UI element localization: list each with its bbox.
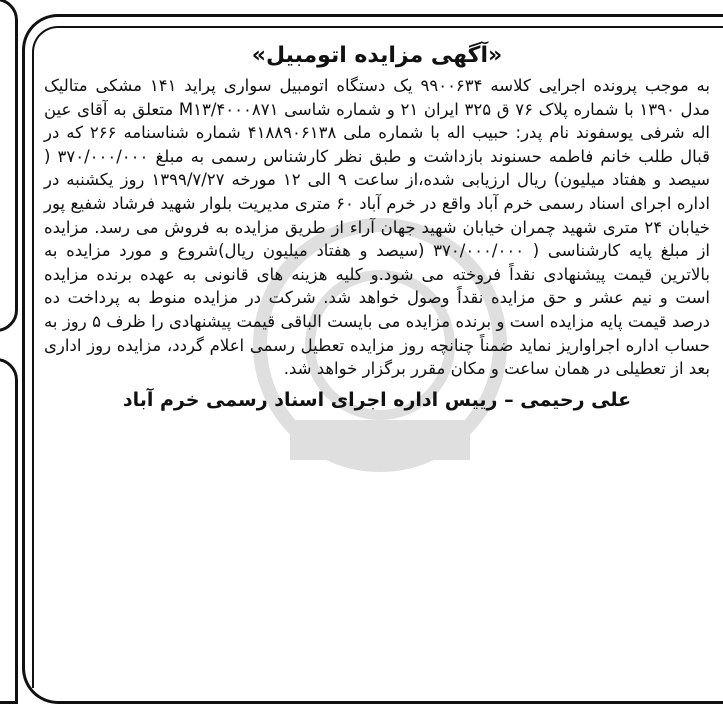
adjacent-frame-top: [0, 0, 18, 332]
notice-content: [44, 40, 710, 415]
notice-signature: علی رحیمی – رییس اداره اجرای اسناد رسمی خرم آباد: [122, 388, 632, 411]
adjacent-frame-bottom: [0, 358, 18, 704]
notice-body: به موجب پرونده اجرایی کلاسه ۹۹۰۰۶۳۴ یک دستگاه اتومبیل سواری پراید ۱۴۱ مشکی متالیک مدل ۱۳۹۰ با شماره پلاک ۷۶ ق ۳۲۵ ایران ۲۱ و شماره شاسی M۱۳/۴۰۰۰۸۷۱ متعلق به آقای عین اله شرفی یوسفوند نام پدر: حبیب اله با شماره ملی ۴۱۸۸۹۰۶۱۳۸ شماره شناسنامه ۲۶۶ که در قبال طلب خانم فاطمه حسنوند بازداشت و طبق نظر کارشناس رسمی به مبلغ ۳۷۰/۰۰۰/۰۰۰ ( سیصد و هفتاد میلیون) ریال ارزیابی شده،از ساعت ۹ الی ۱۲ مورخه ۱۳۹۹/۷/۲۷ روز یکشنبه در اداره اجرای اسناد رسمی خرم آباد واقع در خرم آباد ۶۰ متری مدیریت بلوار شهید فرشاد شفیع پور خیابان ۲۴ متری شهید چمران خیابان شهید جهان آراء از طریق مزایده به فروش می رسد. مزایده از مبلغ پایه کارشناسی ( ۳۷۰/۰۰۰/۰۰۰ (سیصد و هفتاد میلیون ریال)شروع و مورد مزایده به بالاترین قیمت پیشنهادی نقداً فروخته می شود.و کلیه هزینه های قانونی به عهده برنده مزایده است و نیم عشر و حق مزایده نقداً وصول خواهد شد. شرکت در مزایده منوط به پرداخت ده درصد قیمت پایه مزایده است و برنده مزایده می بایست الباقی قیمت پیشنهادی را ظرف ۵ روز به حساب اداره اجراواریز نماید ضمناً چنانچه روز مزایده تعطیل رسمی اعلام گردد، مزایده روز اداری بعد از تعطیلی در همان ساعت و مکان مقرر برگزار خواهد شد.: [44, 76, 711, 379]
notice-title: «آگهی مزایده اتومبیل»: [251, 43, 503, 68]
